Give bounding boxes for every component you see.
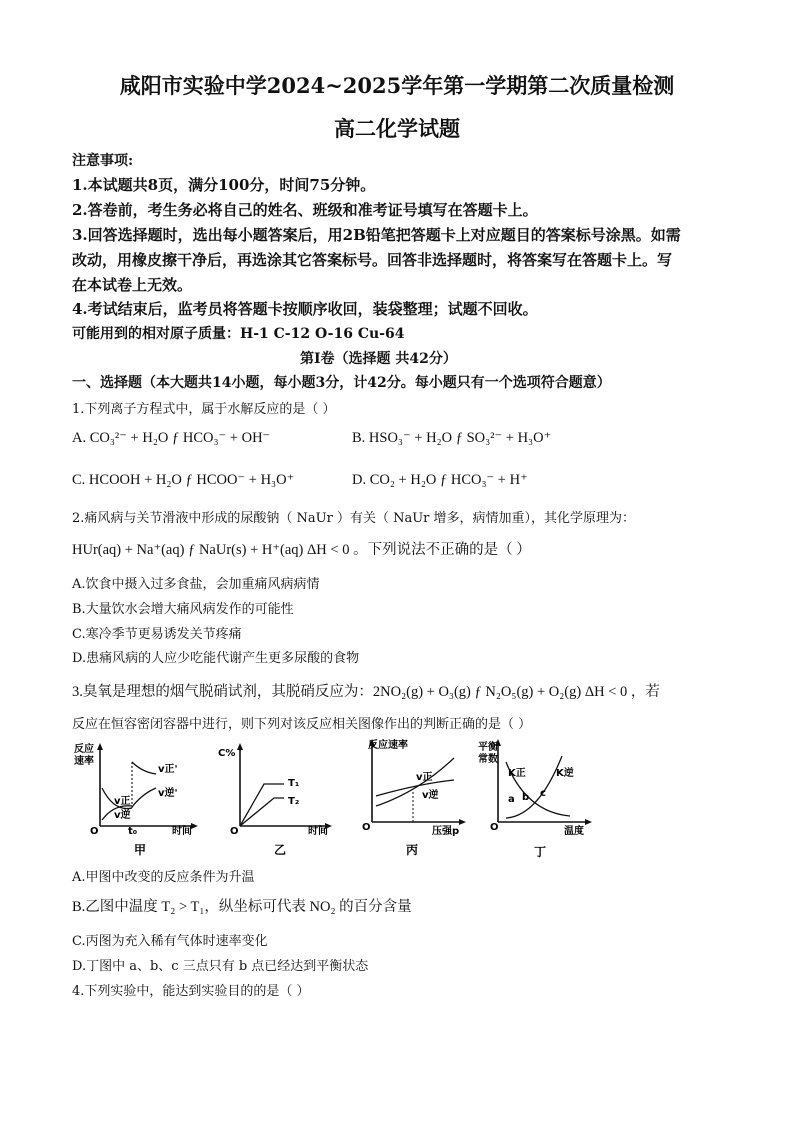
graph-ding-x-arrow	[585, 819, 592, 825]
graph-jia-t0: t₀	[128, 826, 138, 837]
q2-stem-line-1: 2.痛风病与关节滑液中形成的尿酸钠（ NaUr ）有关（ NaUr 增多，病情加重），其化学原理为：	[72, 511, 636, 526]
q1-stem: 1.下列离子方程式中，属于水解反应的是（ ）	[72, 402, 336, 417]
q3-option-d: D.丁图中 a、b、c 三点只有 b 点已经达到平衡状态	[72, 959, 369, 974]
q3-stem-line-1: 3.臭氧是理想的烟气脱硝试剂，其脱硝反应为：2NO₂(g) + O₃(g) ƒ N₂O₅(g) + O₂(g) ΔH < 0 ，若	[72, 684, 660, 700]
note-3-line-2: 改动，用橡皮擦干净后，再选涂其它答案标号。回答非选择题时，将答案写在答题卡上。写	[72, 251, 673, 269]
graph-yi-label-t1: T₁	[288, 778, 300, 789]
graph-yi-t1-curve	[240, 784, 284, 826]
graph-ding-xlabel: 温度	[564, 826, 584, 837]
graph-jia-x-arrow	[191, 823, 198, 829]
graph-ding-k-ni-curve	[506, 756, 562, 818]
graph-ding-label-k-zheng: K正	[508, 768, 526, 779]
graph-bing	[358, 736, 476, 858]
graph-jia-label-v-ni: v逆	[114, 810, 131, 821]
graph-jia-xlabel: 时间	[172, 826, 192, 837]
section-title: 第Ⅰ卷（选择题 共42分）	[300, 351, 457, 367]
graph-jia-y-arrow	[97, 743, 103, 750]
graph-jia-label-v-zheng: v正	[114, 796, 131, 807]
q1-option-b: B. HSO₃⁻ + H₂O ƒ SO₃²⁻ + H₃O⁺	[352, 430, 552, 446]
graph-ding-caption: 丁	[534, 845, 547, 859]
atomic-masses: 可能用到的相对原子质量：H-1 C-12 O-16 Cu-64	[72, 326, 405, 342]
graph-bing-ylabel: 反应速率	[368, 740, 408, 751]
q1-option-a: A. CO₃²⁻ + H₂O ƒ HCO₃⁻ + OH⁻	[72, 430, 271, 446]
graph-yi-ylabel: C%	[218, 748, 236, 759]
graph-bing-caption: 丙	[406, 843, 419, 857]
graph-yi-origin: O	[230, 826, 239, 837]
graph-ding-label-k-ni: K逆	[556, 768, 574, 779]
section-part-heading: 一、选择题（本大题共14小题，每小题3分，计42分。每小题只有一个选项符合题意）	[72, 375, 611, 391]
graph-jia	[74, 742, 204, 858]
graph-ding-point-b: b	[522, 792, 530, 803]
graph-ding-ylabel-2: 常数	[478, 754, 498, 765]
note-3-line-3: 在本试卷上无效。	[72, 276, 193, 294]
q3-stem-line-2: 反应在恒容密闭容器中进行，则下列对该反应相关图像作出的判断正确的是（ ）	[72, 717, 532, 732]
graph-jia-label-v-ni-prime: v逆'	[158, 788, 178, 799]
note-3-line-1: 3.回答选择题时，选出每小题答案后，用2B铅笔把答题卡上对应题目的答案标号涂黑。如需	[72, 226, 681, 244]
graph-jia-origin: O	[90, 826, 99, 837]
graph-yi-t2-curve	[240, 798, 284, 826]
q2-stem-line-2: HUr(aq) + Na⁺(aq) ƒ NaUr(s) + H⁺(aq) ΔH < 0 。下列说法不正确的是（ ）	[72, 542, 531, 558]
graph-jia-v-ni-prime-curve	[132, 788, 156, 807]
q3-option-b: B.乙图中温度 T₂ > T₁，纵坐标可代表 NO₂ 的百分含量	[72, 899, 412, 915]
graph-yi	[218, 742, 338, 858]
notes-heading: 注意事项:	[72, 153, 134, 169]
q4-stem: 4.下列实验中，能达到实验目的的是（ ）	[72, 984, 310, 999]
note-1: 1.本试题共8页，满分100分，时间75分钟。	[72, 176, 376, 194]
graph-yi-xlabel: 时间	[308, 826, 328, 837]
graph-jia-caption: 甲	[134, 843, 147, 857]
q2-option-b: B.大量饮水会增大痛风病发作的可能性	[72, 602, 294, 617]
graph-bing-x-arrow	[459, 819, 466, 825]
graph-ding-point-c: c	[540, 788, 546, 799]
graph-bing-origin: O	[362, 822, 371, 833]
graph-yi-caption: 乙	[274, 843, 287, 857]
graph-ding-ylabel-1: 平衡	[478, 742, 498, 753]
q1-option-c: C. HCOOH + H₂O ƒ HCOO⁻ + H₃O⁺	[72, 472, 295, 488]
graph-jia-ylabel-2: 速率	[74, 756, 94, 767]
note-4: 4.考试结束后，监考员将答题卡按顺序收回，装袋整理；试题不回收。	[72, 300, 538, 318]
graph-ding	[478, 738, 596, 860]
graph-ding-point-a: a	[508, 794, 515, 805]
graph-bing-xlabel: 压强p	[432, 826, 460, 837]
graph-bing-label-v-zheng: v正	[416, 772, 433, 783]
graph-yi-y-arrow	[237, 743, 243, 750]
exam-title: 咸阳市实验中学2024~2025学年第一学期第二次质量检测	[119, 73, 675, 98]
graph-ding-origin: O	[490, 822, 499, 833]
q2-option-d: D.患痛风病的人应少吃能代谢产生更多尿酸的食物	[72, 651, 360, 666]
graph-bing-label-v-ni: v逆	[422, 790, 439, 801]
exam-subtitle: 高二化学试题	[334, 116, 460, 141]
graph-jia-ylabel-1: 反应	[74, 744, 94, 755]
q2-option-a: A.饮食中摄入过多食盐，会加重痛风病病情	[72, 577, 320, 592]
graph-jia-label-v-zheng-prime: v正'	[158, 764, 178, 775]
q3-option-a: A.甲图中改变的反应条件为升温	[72, 870, 255, 885]
note-2: 2.答卷前，考生务必将自己的姓名、班级和准考证号填写在答题卡上。	[72, 201, 538, 219]
q3-option-c: C.丙图为充入稀有气体时速率变化	[72, 934, 268, 949]
graph-jia-v-zheng-prime-curve	[132, 762, 156, 774]
graph-yi-label-t2: T₂	[288, 796, 300, 807]
q2-option-c: C.寒冷季节更易诱发关节疼痛	[72, 627, 242, 642]
q1-option-d: D. CO₂ + H₂O ƒ HCO₃⁻ + H⁺	[352, 472, 528, 488]
